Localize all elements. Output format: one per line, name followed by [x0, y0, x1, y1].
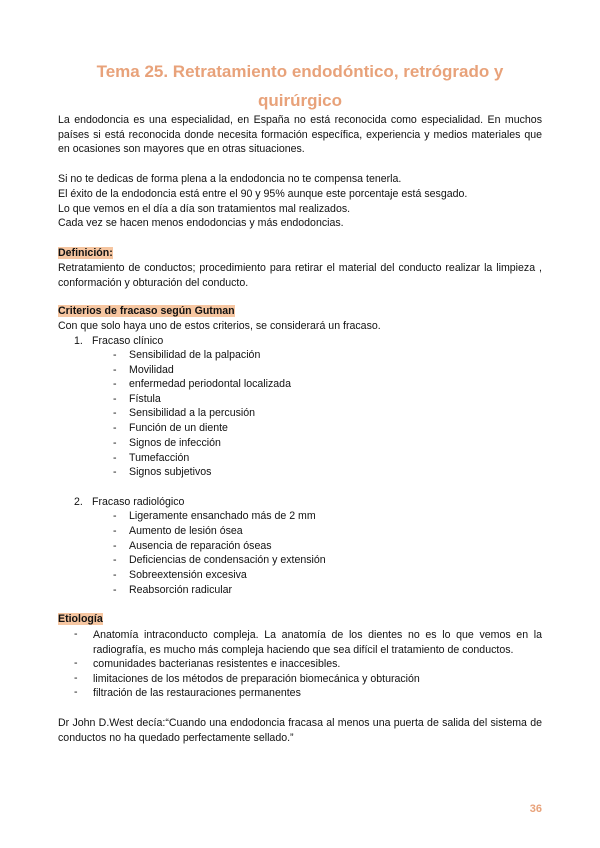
list-item: Sensibilidad de la palpación	[129, 349, 261, 361]
list-item: Sensibilidad a la percusión	[129, 407, 256, 419]
etiologia-item: filtración de las restauraciones permanentes	[93, 687, 301, 699]
text-line: Si no te dedicas de forma plena a la endodoncia no te compensa tenerla.	[58, 173, 402, 185]
dash-marker: -	[113, 584, 117, 596]
page-title: Tema 25. Retratamiento endodóntico, retrógrado y quirúrgico	[96, 62, 504, 110]
dash-marker: -	[113, 510, 117, 522]
list-number: 2.	[74, 496, 83, 508]
dash-marker: -	[113, 466, 117, 478]
dash-marker: -	[113, 437, 117, 449]
list-item: Reabsorción radicular	[129, 584, 233, 596]
dash-marker: -	[113, 554, 117, 566]
intro-paragraph: La endodoncia es una especialidad, en España no está reconocida como especialidad. En muchos países si está reconocida donde necesita formación específica, experiencia y medios materiales que en ocasiones son mayores que en otras situaciones.	[58, 114, 542, 156]
list-item: Signos de infección	[129, 437, 221, 449]
list-item: Tumefacción	[129, 452, 190, 464]
dash-marker: -	[113, 364, 117, 376]
text-line: Lo que vemos en el día a día son tratamientos mal realizados.	[58, 203, 351, 215]
etiologia-item: Anatomía intraconducto compleja. La anatomía de los dientes no es lo que vemos en la radiografía, es mucho más compleja haciendo que sea difícil el tratamiento de conductos.	[93, 629, 542, 656]
dash-marker: -	[113, 378, 117, 390]
list-item: Movilidad	[129, 364, 174, 376]
dash-marker: -	[113, 407, 117, 419]
dash-marker: -	[113, 452, 117, 464]
list-item: Fístula	[129, 393, 161, 405]
fracaso-radiologico-label: Fracaso radiológico	[92, 496, 185, 508]
list-item: Sobreextensión excesiva	[129, 569, 247, 581]
definicion-text: Retratamiento de conductos; procedimiento para retirar el material del conducto realizar la limpieza , conformación y obturación del conducto.	[58, 262, 542, 289]
list-number: 1.	[74, 335, 83, 347]
dash-marker: -	[113, 540, 117, 552]
dash-marker: -	[74, 686, 78, 698]
list-item: Ausencia de reparación óseas	[129, 540, 272, 552]
dash-marker: -	[74, 657, 78, 669]
text-line: El éxito de la endodoncia está entre el 90 y 95% aunque este porcentaje está sesgado.	[58, 188, 468, 200]
text-line: Cada vez se hacen menos endodoncias y más endodoncias.	[58, 217, 344, 229]
definicion-heading: Definición:	[58, 247, 113, 259]
dash-marker: -	[74, 628, 78, 640]
list-item: Función de un diente	[129, 422, 228, 434]
criterios-heading: Criterios de fracaso según Gutman	[58, 305, 235, 317]
dash-marker: -	[113, 393, 117, 405]
quote-paragraph: Dr John D.West decía:“Cuando una endodoncia fracasa al menos una puerta de salida del sistema de conductos no ha quedado perfectamente sellado.”	[58, 717, 542, 744]
criterios-intro: Con que solo haya uno de estos criterios, se considerará un fracaso.	[58, 320, 381, 332]
etiologia-item: comunidades bacterianas resistentes e inaccesibles.	[93, 658, 341, 670]
dash-marker: -	[113, 349, 117, 361]
etiologia-item: limitaciones de los métodos de preparación biomecánica y obturación	[93, 673, 420, 685]
dash-marker: -	[74, 672, 78, 684]
etiologia-heading: Etiología	[58, 613, 103, 625]
page-number: 36	[529, 803, 542, 815]
fracaso-clinico-label: Fracaso clínico	[92, 335, 164, 347]
list-item: Deficiencias de condensación y extensión	[129, 554, 326, 566]
list-item: Signos subjetivos	[129, 466, 212, 478]
list-item: Ligeramente ensanchado más de 2 mm	[129, 510, 316, 522]
dash-marker: -	[113, 569, 117, 581]
list-item: enfermedad periodontal localizada	[129, 378, 291, 390]
list-item: Aumento de lesión ósea	[129, 525, 243, 537]
dash-marker: -	[113, 525, 117, 537]
dash-marker: -	[113, 422, 117, 434]
